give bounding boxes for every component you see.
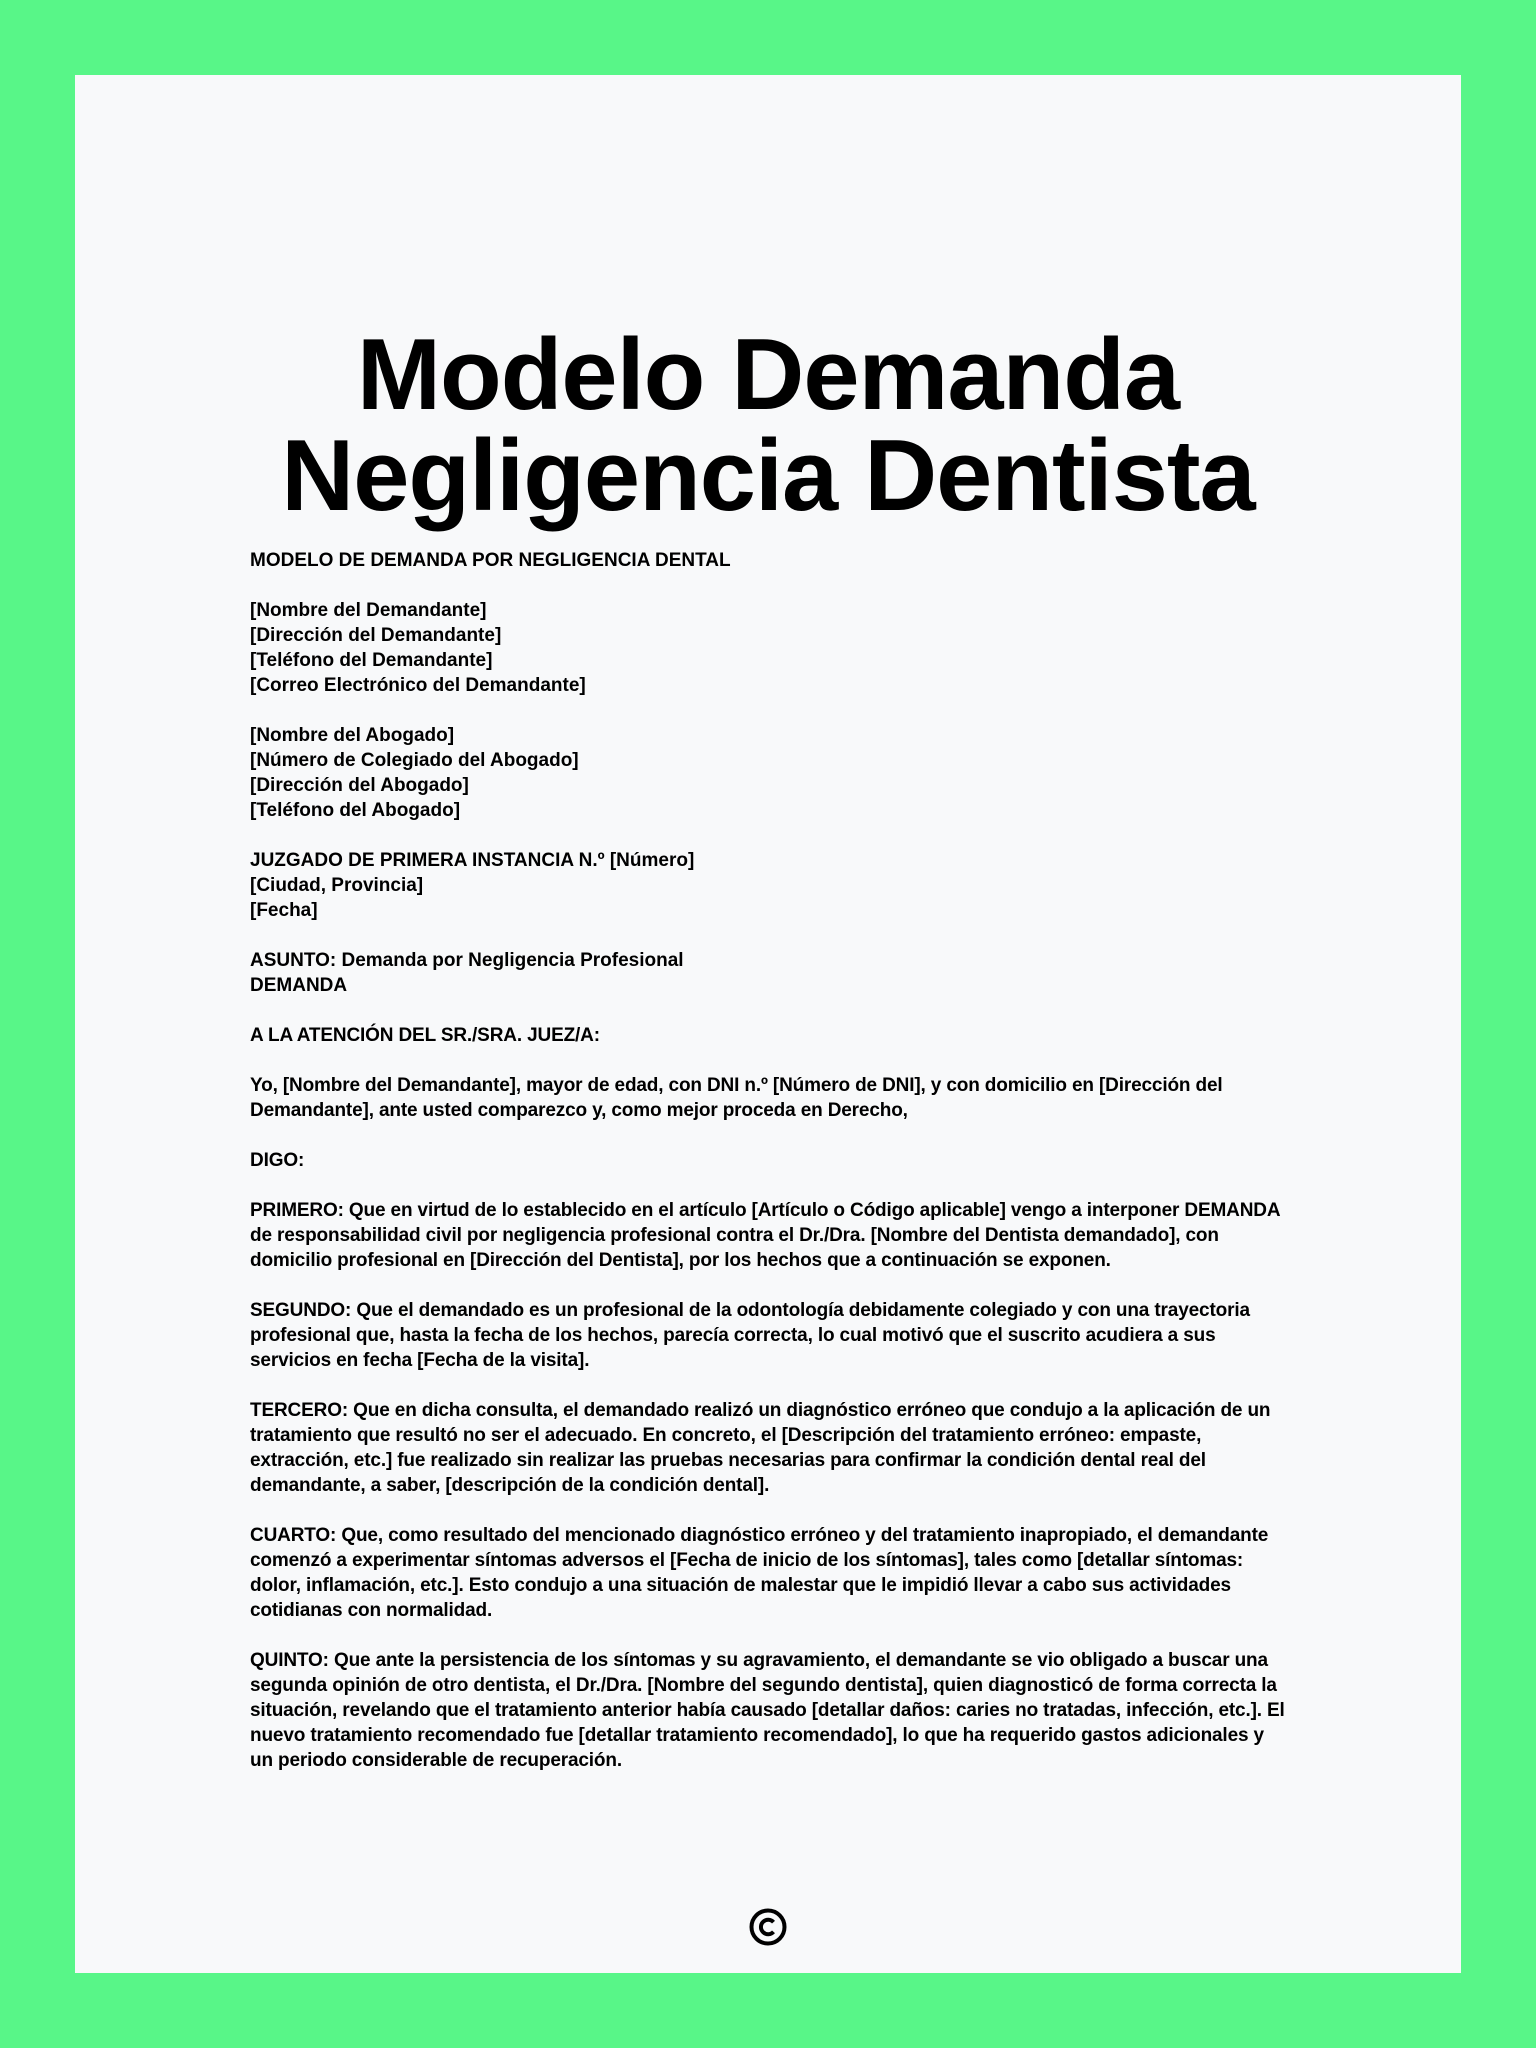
plaintiff-address: [Dirección del Demandante] (250, 625, 502, 646)
subject-type: DEMANDA (250, 975, 348, 996)
lawyer-phone: [Teléfono del Abogado] (250, 800, 461, 821)
lawyer-address: [Dirección del Abogado] (250, 775, 469, 796)
document-heading-block (250, 548, 1290, 573)
intro-paragraph: Yo, [Nombre del Demandante], mayor de edad, con DNI n.º [Número de DNI], y con domicilio en [Dirección del Demandante], ante usted comparezco y, como mejor proceda en Derecho, (250, 1075, 1223, 1121)
paragraph-tercero: TERCERO: Que en dicha consulta, el demandado realizó un diagnóstico erróneo que condujo a la aplicación de un tratamiento que resultó no ser el adecuado. En concreto, el [Descripción del tratamiento erróneo: empaste, extracción, etc.] fue realizado sin realizar las pruebas necesarias para confirmar la condición dental real del demandante, a saber, [descripción de la condición dental]. (250, 1400, 1271, 1496)
title-line-1: Modelo Demanda (356, 319, 1180, 431)
plaintiff-phone: [Teléfono del Demandante] (250, 650, 493, 671)
court-date: [Fecha] (250, 900, 318, 921)
attention-line: A LA ATENCIÓN DEL SR./SRA. JUEZ/A: (250, 1025, 600, 1046)
lawyer-name: [Nombre del Abogado] (250, 725, 455, 746)
court-city: [Ciudad, Provincia] (250, 875, 424, 896)
paragraph-cuarto: CUARTO: Que, como resultado del mencionado diagnóstico erróneo y del tratamiento inapropiado, el demandante comenzó a experimentar síntomas adversos el [Fecha de inicio de los síntomas], tales como [detallar síntomas: dolor, inflamación, etc.]. Esto condujo a una situación de malestar que le impidió llevar a cabo sus actividades cotidianas con normalidad. (250, 1525, 1269, 1621)
copyright-icon (749, 1908, 787, 1946)
digo-label: DIGO: (250, 1150, 305, 1171)
paragraph-segundo: SEGUNDO: Que el demandado es un profesional de la odontología debidamente colegiado y con una trayectoria profesional que, hasta la fecha de los hechos, parecía correcta, lo cual motivó que el suscrito acudiera a sus servicios en fecha [Fecha de la visita]. (250, 1300, 1250, 1371)
court-block (250, 848, 1290, 923)
court-name: JUZGADO DE PRIMERA INSTANCIA N.º [Número] (250, 850, 695, 871)
document-page (75, 75, 1461, 1973)
plaintiff-name: [Nombre del Demandante] (250, 600, 487, 621)
plaintiff-block (250, 598, 1290, 698)
paragraph-quinto: QUINTO: Que ante la persistencia de los síntomas y su agravamiento, el demandante se vio obligado a buscar una segunda opinión de otro dentista, el Dr./Dra. [Nombre del segundo dentista], quien diagnosticó de forma correcta la situación, revelando que el tratamiento anterior había causado [detallar daños: caries no tratadas, infección, etc.]. El nuevo tratamiento recomendado fue [detallar tratamiento recomendado], lo que ha requerido gastos adicionales y un periodo considerable de recuperación. (250, 1650, 1285, 1771)
page-title (75, 319, 1461, 532)
document-body (250, 548, 1290, 1798)
title-line-2: Negligencia Dentista (281, 420, 1255, 532)
lawyer-block (250, 723, 1290, 823)
document-heading: MODELO DE DEMANDA POR NEGLIGENCIA DENTAL (250, 550, 731, 571)
paragraph-primero: PRIMERO: Que en virtud de lo establecido en el artículo [Artículo o Código aplicable] vengo a interponer DEMANDA de responsabilidad civil por negligencia profesional contra el Dr./Dra. [Nombre del Dentista demandado], con domicilio profesional en [Dirección del Dentista], por los hechos que a continuación se exponen. (250, 1200, 1280, 1271)
lawyer-bar-number: [Número de Colegiado del Abogado] (250, 750, 579, 771)
subject-block (250, 948, 1290, 998)
plaintiff-email: [Correo Electrónico del Demandante] (250, 675, 586, 696)
subject-line: ASUNTO: Demanda por Negligencia Profesional (250, 950, 684, 971)
